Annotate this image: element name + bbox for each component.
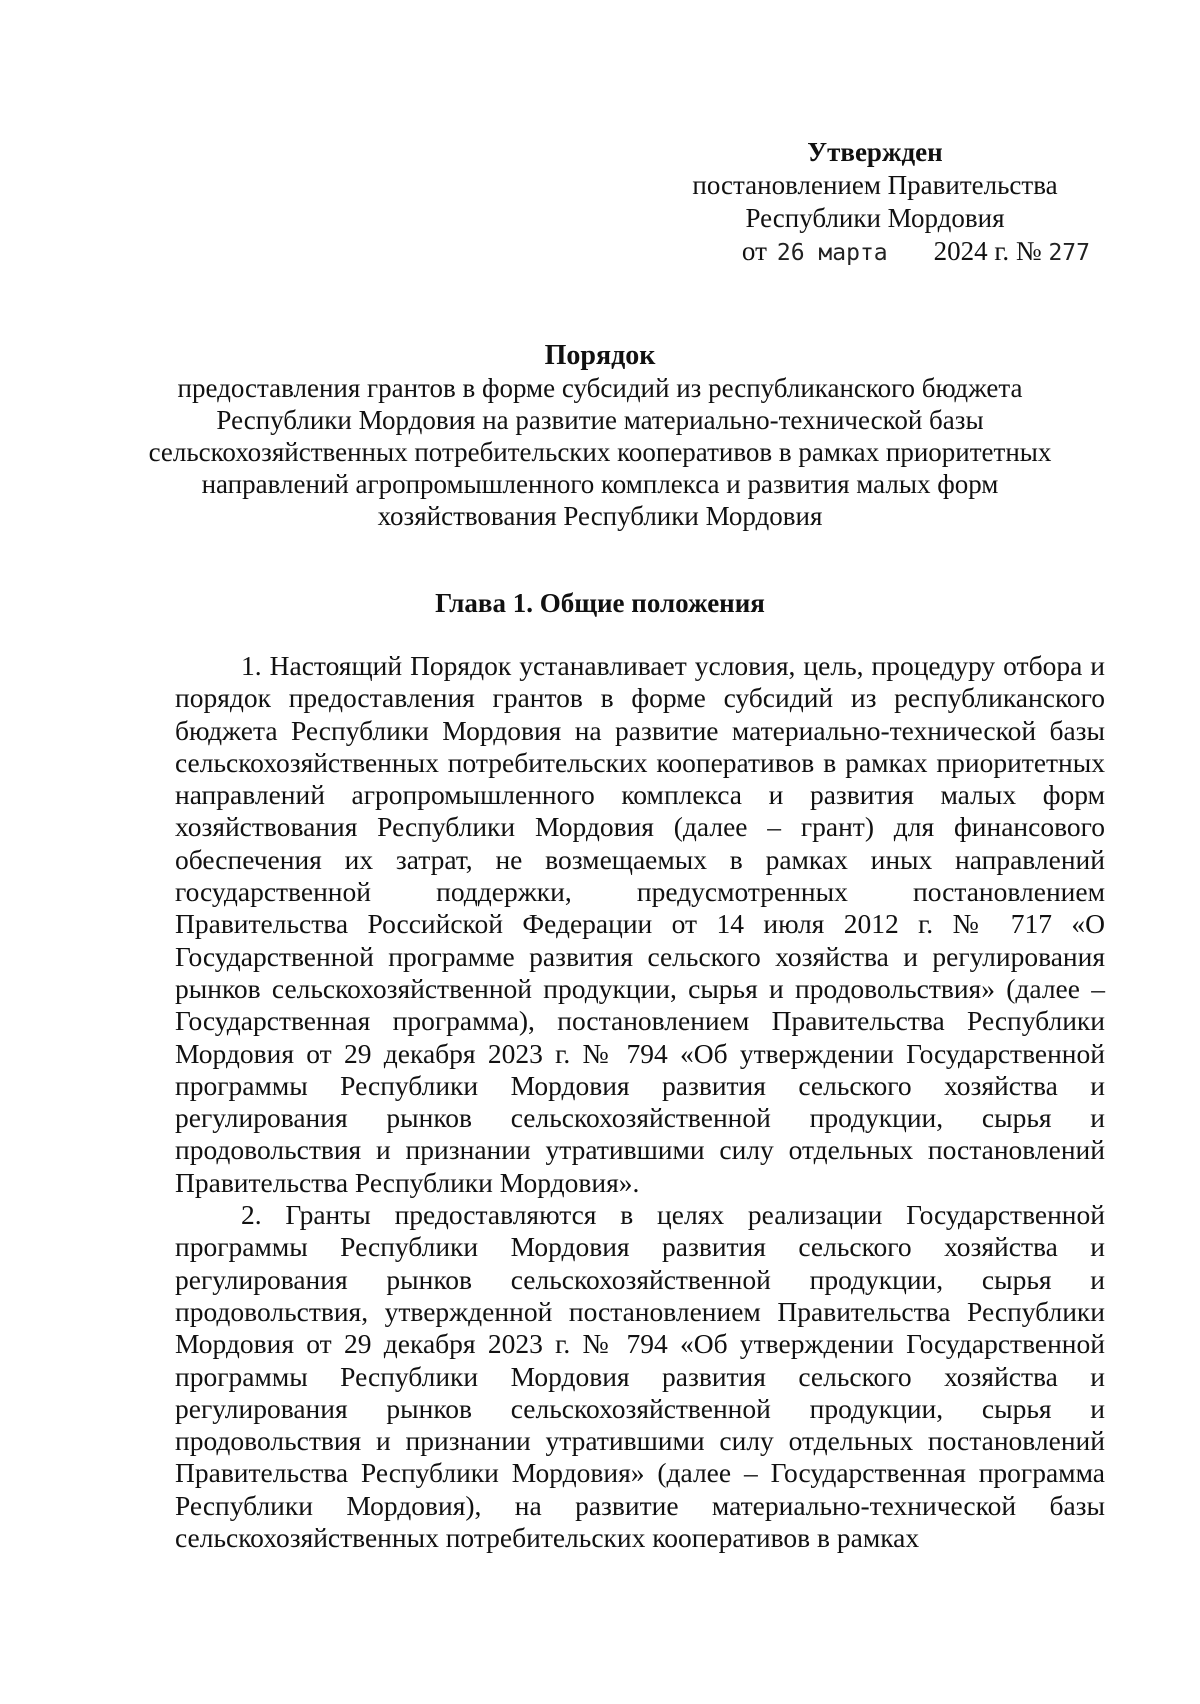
approval-heading: Утвержден [807, 137, 943, 167]
approval-from: от [741, 236, 767, 266]
approval-year: 2024 г. № [933, 236, 1042, 266]
approval-block [640, 136, 1110, 270]
approval-date-line [640, 235, 1110, 270]
approval-line-1: постановлением Правительства [692, 170, 1058, 200]
paragraph-1: 1. Настоящий Порядок устанавливает условия, цель, процедуру отбора и порядок предоставления грантов в форме субсидий из республиканского бюджета Республики Мордовия на развитие материально-технической базы сельскохозяйственных потребительских кооперативов в рамках приоритетных направлений агропромышленного комплекса и развития малых форм хозяйствования Республики Мордовия (далее – грант) для финансового обеспечения их затрат, не возмещаемых в рамках иных направлений государственной поддержки, предусмотренных постановлением Правительства Российской Федерации от 14 июля 2012 г. № 717 «О Государственной программе развития сельского хозяйства и регулирования рынков сельскохозяйственной продукции, сырья и продовольствия» (далее – Государственная программа), постановлением Правительства Республики Мордовия от 29 декабря 2023 г. № 794 «Об утверждении Государственной программы Республики Мордовия развития сельского хозяйства и регулирования рынков сельскохозяйственной продукции, сырья и продовольствия и признании утратившими силу отдельных постановлений Правительства Республики Мордовия». [175, 650, 1105, 1198]
document-body [175, 650, 1105, 1554]
approval-line-2: Республики Мордовия [745, 203, 1005, 233]
chapter-heading: Глава 1. Общие положения [435, 588, 765, 618]
document-subtitle: предоставления грантов в форме субсидий из республиканского бюджета Республики Мордовия на развитие материально-технической базы сельскохозяйственных потребительских кооперативов в рамках приоритетных направлений агропромышленного комплекса и развития малых форм хозяйствования Республики Мордовия [148, 373, 1052, 531]
approval-date-stamp: 26 марта [776, 240, 888, 266]
document-title: Порядок [544, 340, 656, 371]
paragraph-2: 2. Гранты предоставляются в целях реализации Государственной программы Республики Мордовия развития сельского хозяйства и регулирования рынков сельскохозяйственной продукции, сырья и продовольствия, утвержденной постановлением Правительства Республики Мордовия от 29 декабря 2023 г. № 794 «Об утверждении Государственной программы Республики Мордовия развития сельского хозяйства и регулирования рынков сельскохозяйственной продукции, сырья и продовольствия и признании утратившими силу отдельных постановлений Правительства Республики Мордовия» (далее – Государственная программа Республики Мордовия), на развитие материально-технической базы сельскохозяйственных потребительских кооперативов в рамках [175, 1199, 1105, 1554]
document-title-block [130, 340, 1070, 532]
approval-number-stamp: 277 [1048, 240, 1090, 266]
